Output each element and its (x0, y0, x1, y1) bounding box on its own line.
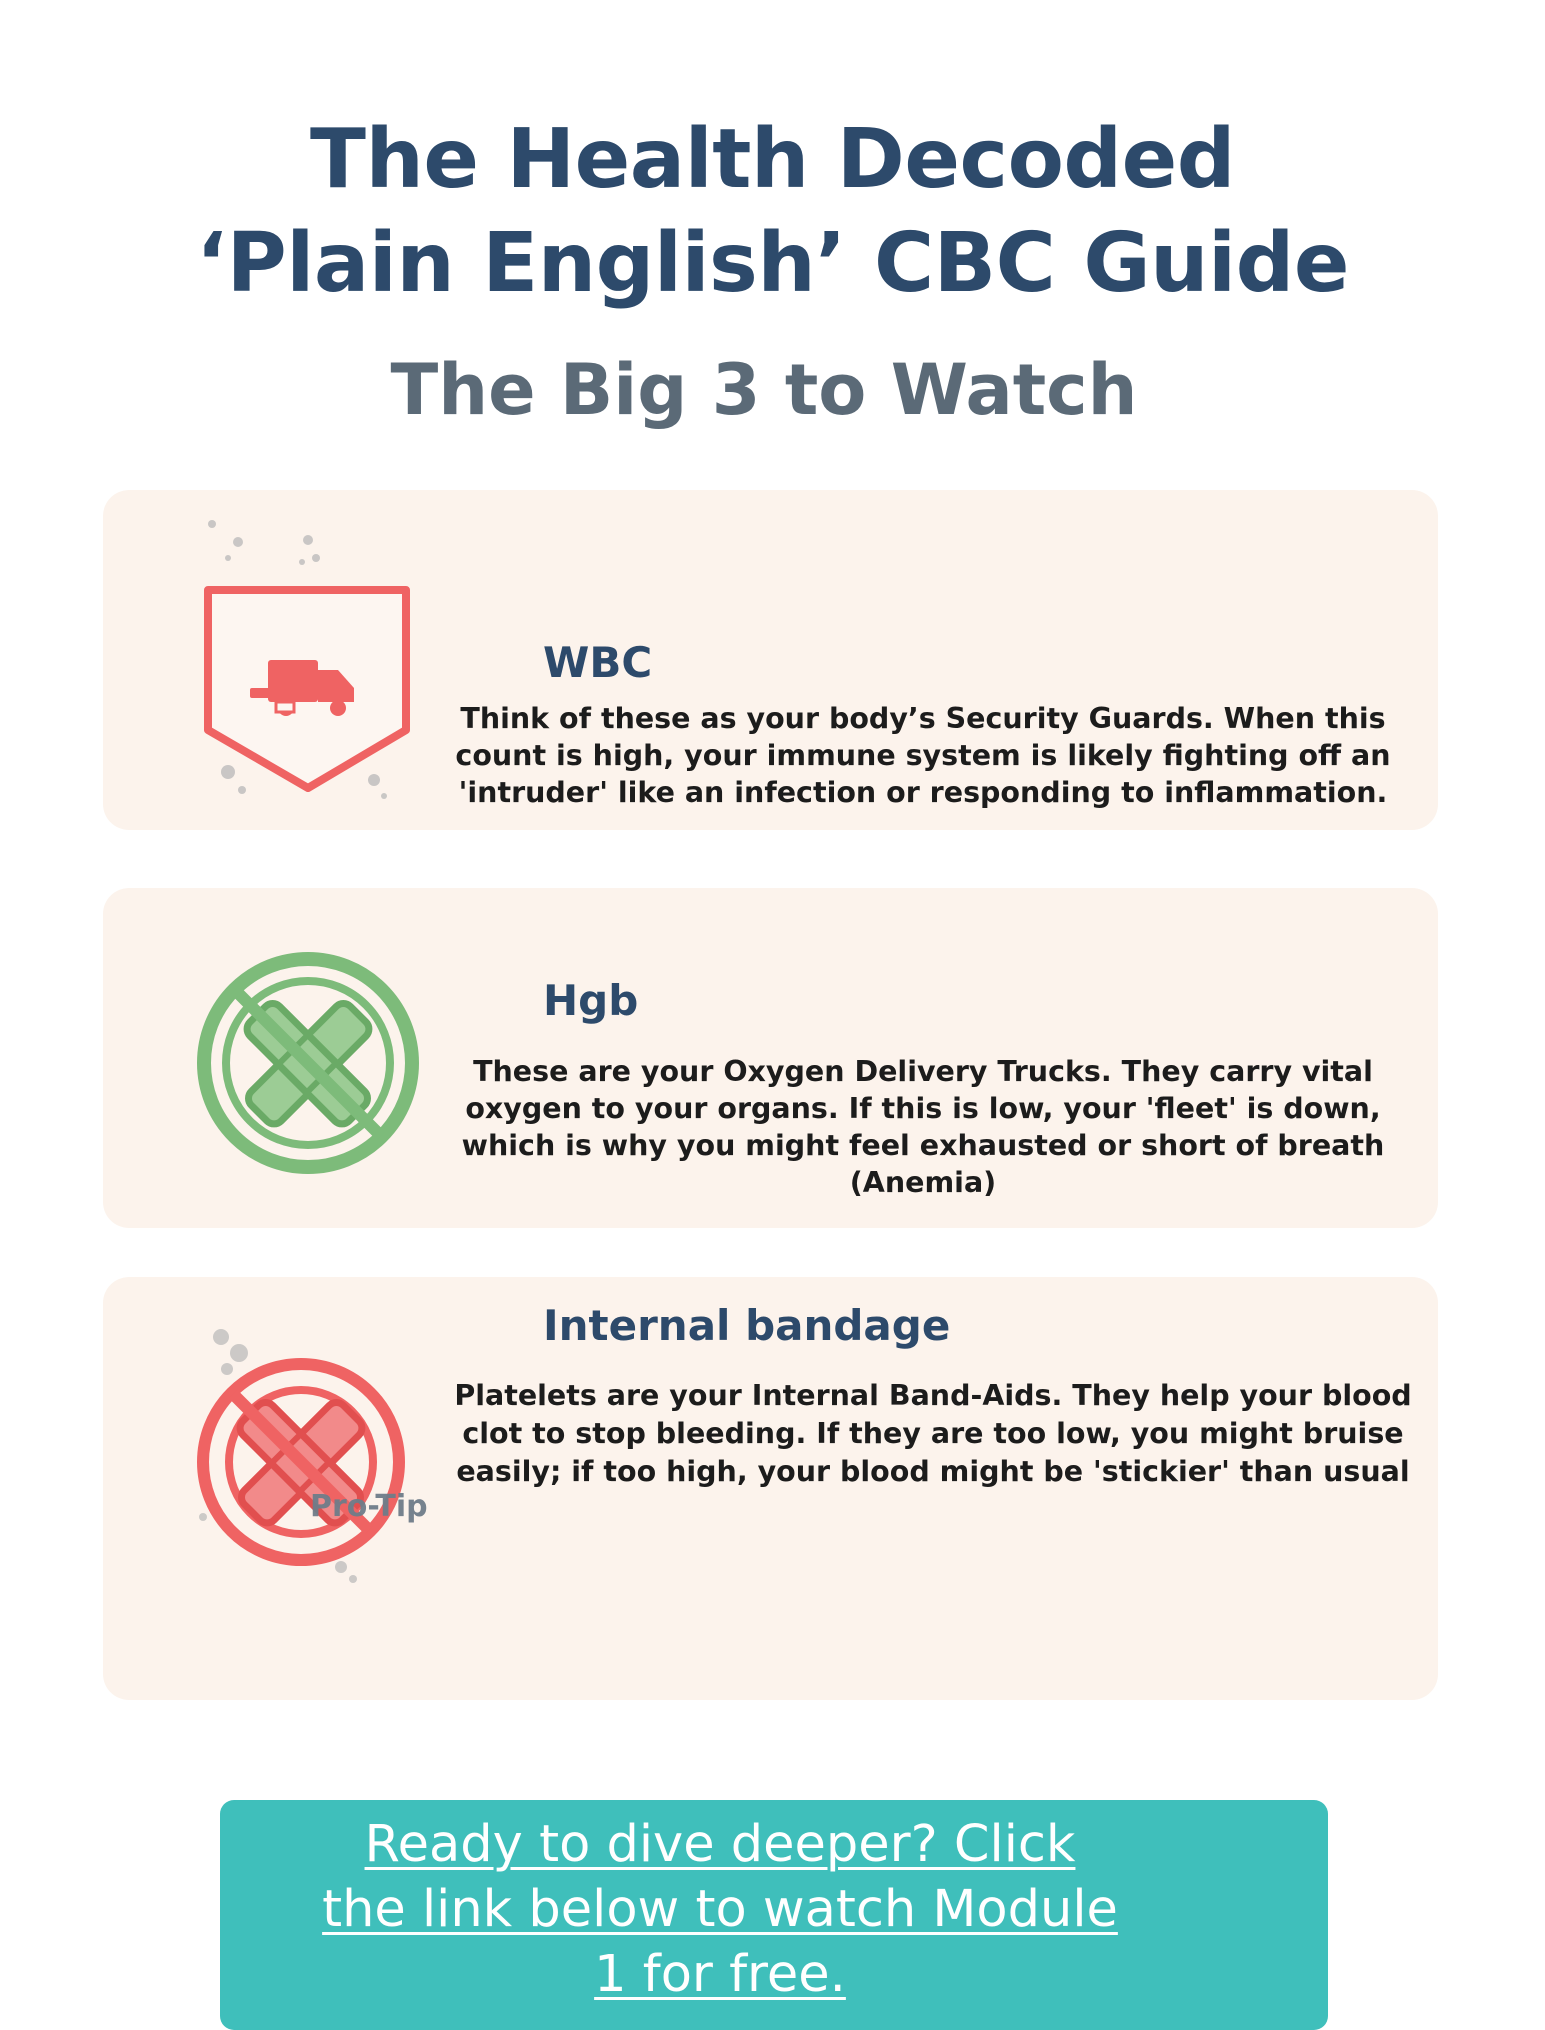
card-body: Think of these as your body’s Security Guards. When this count is high, your immune system is likely fighting off an 'intruder' like an infection or responding to inflammation. (455, 702, 1391, 809)
card-heading: WBC (543, 638, 653, 687)
card-body: These are your Oxygen Delivery Trucks. They carry vital oxygen to your organs. If this is low, your 'fleet' is down, which is why you might feel exhausted or short of breath (Anemia) (461, 1055, 1385, 1199)
card-heading: Hgb (543, 976, 639, 1025)
page-title-line-1: The Health Decoded (310, 112, 1235, 207)
shield-truck-icon (198, 510, 418, 804)
card-hgb (103, 888, 1438, 1228)
page-title (0, 108, 1545, 316)
pro-tip-label: Pro-Tip (310, 1489, 428, 1524)
crossed-bandage-icon (193, 948, 423, 1182)
card-wbc (103, 490, 1438, 830)
page-title-line-2: ‘Plain English’ CBC Guide (196, 216, 1349, 311)
card-body: Platelets are your Internal Band-Aids. They help your blood clot to stop bleeding. If they are too low, you might bruise easily; if too high, your blood might be 'stickier' than usual (454, 1379, 1412, 1488)
watch-module-link[interactable]: Ready to dive deeper? Click the link below to watch Module 1 for free. (322, 1815, 1118, 2004)
page-subtitle: The Big 3 to Watch (390, 349, 1138, 431)
card-internal-bandage (103, 1277, 1438, 1700)
cta-banner[interactable] (220, 1800, 1328, 2030)
crossed-bandage-icon (191, 1317, 421, 1591)
card-heading: Internal bandage (543, 1301, 951, 1350)
